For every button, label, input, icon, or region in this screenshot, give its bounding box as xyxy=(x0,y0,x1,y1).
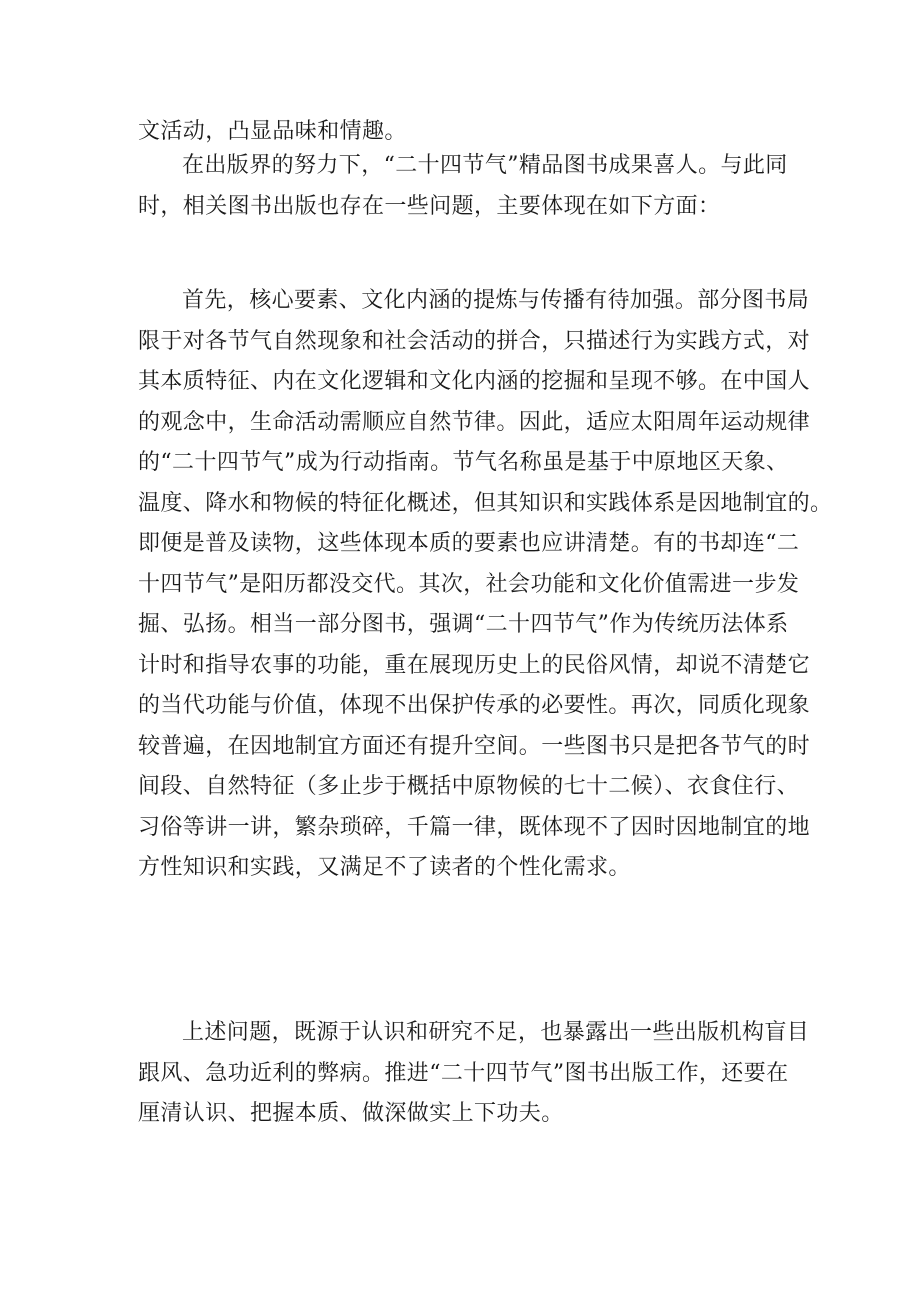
paragraph-4 xyxy=(138,1013,810,1135)
text-line: 即便是普及读物，这些体现本质的要素也应讲清楚。有的书却连“二 xyxy=(138,531,800,556)
paragraph-3 xyxy=(138,281,833,889)
text-line: 的“二十四节气”成为行动指南。节气名称虽是基于中原地区天象、 xyxy=(138,450,789,475)
text-line: 习俗等讲一讲，繁杂琐碎，千篇一律，既体现不了因时因地制宜的地 xyxy=(138,814,811,840)
text-line: 间段、自然特征（多止步于概括中原物候的七十二候）、衣食住行、 xyxy=(138,774,800,799)
text-line: 的观念中，生命活动需顺应自然节律。因此，适应太阳周年运动规律 xyxy=(138,409,811,435)
text-line: 方性知识和实践，又满足不了读者的个性化需求。 xyxy=(138,855,631,880)
text-line: 首先，核心要素、文化内涵的提炼与传播有待加强。部分图书局 xyxy=(182,288,810,313)
text-line: 时，相关图书出版也存在一些问题，主要体现在如下方面： xyxy=(138,193,721,219)
paragraph-2 xyxy=(138,146,788,227)
text-line: 在出版界的努力下，“二十四节气”精品图书成果喜人。与此同 xyxy=(182,153,788,178)
text-line: 温度、降水和物候的特征化概述，但其知识和实践体系是因地制宜的。 xyxy=(138,490,833,516)
text-line: 计时和指导农事的功能，重在展现历史上的民俗风情，却说不清楚它 xyxy=(138,652,811,678)
text-line: 厘清认识、把握本质、做深做实上下功夫。 xyxy=(138,1101,564,1126)
text-line: 掘、弘扬。相当一部分图书，强调“二十四节气”作为传统历法体系 xyxy=(138,612,789,637)
text-line: 较普遍，在因地制宜方面还有提升空间。一些图书只是把各节气的时 xyxy=(138,733,811,759)
text-line: 文活动，凸显品味和情趣。 xyxy=(138,119,407,144)
text-line: 跟风、急功近利的弊病。推进“二十四节气”图书出版工作，还要在 xyxy=(138,1060,789,1086)
text-line: 十四节气”是阳历都没交代。其次，社会功能和文化价值需进一步发 xyxy=(138,571,800,597)
text-line: 上述问题，既源于认识和研究不足，也暴露出一些出版机构盲目 xyxy=(182,1020,810,1045)
text-line: 的当代功能与价值，体现不出保护传承的必要性。再次，同质化现象 xyxy=(138,693,811,718)
text-line: 其本质特征、内在文化逻辑和文化内涵的挖掘和呈现不够。在中国人 xyxy=(138,369,811,394)
text-line: 限于对各节气自然现象和社会活动的拼合，只描述行为实践方式，对 xyxy=(138,328,811,354)
